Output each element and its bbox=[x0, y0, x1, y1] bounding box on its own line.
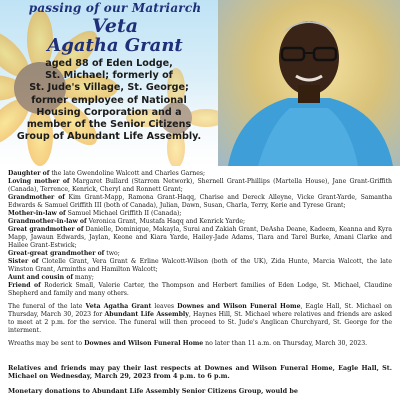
family-entry bbox=[8, 218, 392, 226]
family-entry bbox=[8, 170, 392, 178]
relation-label: Aunt and cousin of bbox=[8, 274, 73, 281]
bio-line: Housing Corporation and a bbox=[36, 106, 182, 118]
funeral-home-bold: Downes and Wilson Funeral Home bbox=[177, 303, 301, 310]
funeral-text: , Haynes Hill, St. Michael where relatives and friends are asked to meet at 2 p.m. for the service. The funeral will then proceed to St. Jude's Anglican Churchyard, St. George for the interment. bbox=[8, 311, 392, 335]
relation-label: Grandmother of bbox=[8, 194, 65, 201]
family-entry bbox=[8, 282, 392, 298]
family-entry bbox=[8, 258, 392, 274]
family-entry bbox=[8, 226, 392, 250]
funeral-text: The funeral of the late bbox=[8, 303, 86, 310]
passing-line: passing of our Matriarch bbox=[28, 1, 202, 15]
family-entry bbox=[8, 194, 392, 210]
donations-notice bbox=[8, 387, 392, 395]
relation-names: Kim Grant-Mapp, Ramona Grant-Haqq, Charise and Dereck Alleyne, Vicke Grant-Yarde, Samantha Edwards & Samuel Griffith III (both of Canada), Julian, Dawn, Susan, Charla, Terry, Kerie and Tyrese Grant; bbox=[8, 194, 392, 209]
wreaths-notice bbox=[8, 340, 392, 348]
relation-names: two; bbox=[104, 250, 120, 257]
bio-line: member of the Senior Citizens bbox=[26, 119, 192, 131]
family-entry bbox=[8, 210, 392, 218]
church-bold: Abundant Life Assembly bbox=[104, 311, 189, 319]
family-entry bbox=[8, 250, 392, 258]
portrait-photo bbox=[218, 0, 400, 166]
funeral-paragraph bbox=[8, 303, 392, 335]
relation-names: Roderick Small, Valerie Carter, the Thompson and Herbert families of Eden Lodge, St. Michael, Claudine Shepherd and family and many others. bbox=[8, 282, 392, 297]
relation-label: Mother-in-law of bbox=[8, 210, 66, 217]
relation-label: Daughter of bbox=[8, 170, 50, 177]
relation-names: Samuel Michael Griffith II (Canada); bbox=[65, 210, 182, 217]
relation-label: Loving mother of bbox=[8, 178, 70, 185]
bio-line: aged 88 of Eden Lodge, bbox=[45, 58, 173, 69]
wreaths-text: Wreaths may be sent to bbox=[8, 340, 85, 347]
relation-names: Danielle, Dominique, Makayla, Surai and Zakiah Grant, DeAsha Deane, Kadeem, Keanna and Kyra Mapp, Jawaun Edwards, Jaylan, Keone and Kiara Yarde, Hailey-Jade Adams, Tiara and Tarel Burke, Amani Clarke and Hailee Grant-Estwick; bbox=[8, 226, 392, 249]
funeral-text: , Eagle Hall, St. Michael on Thursday, March 30, 2023 for bbox=[8, 303, 392, 319]
bio-line: former employee of National bbox=[31, 94, 187, 106]
relation-names: Clotelle Grant, Vera Grant & Erline Walcott-Wilson (both of the UK), Zida Hunte, Marcia Walcott, the late Winston Grant, Arminths and Hamilton Walcott; bbox=[8, 258, 392, 273]
funeral-text: leaves bbox=[151, 303, 178, 310]
family-list bbox=[8, 170, 392, 298]
header-banner bbox=[0, 0, 400, 166]
deceased-name-bold: Veta Agatha Grant bbox=[85, 303, 152, 310]
respects-notice bbox=[8, 364, 392, 381]
relation-names: Veronica Grant, Mustafa Haqq and Kenrick Yarde; bbox=[86, 218, 246, 225]
deceased-first-name: Veta bbox=[91, 15, 139, 37]
family-entry bbox=[8, 178, 392, 194]
relation-label: Great grandmother of bbox=[8, 226, 84, 233]
relation-names: Margaret Bullard (Starrom Network), Shernell Grant-Phillips (Martella House), Jane Grant-Griffith (Canada), Terrence, Kenrick, Cheryl and Ronnett Grant; bbox=[8, 178, 392, 193]
headline-block bbox=[0, 0, 230, 55]
relation-label: Grandmother-in-law of bbox=[8, 218, 87, 225]
relation-label: Great-great grandmother of bbox=[8, 250, 105, 257]
relation-label: Sister of bbox=[8, 258, 39, 265]
wreaths-home-bold: Downes and Wilson Funeral Home bbox=[84, 340, 204, 347]
family-entry bbox=[8, 274, 392, 282]
respects-paragraph: Relatives and friends may pay their last respects at Downes and Wilson Funeral Home, Eagle Hall, St. Michael on Wednesday, March 29, 2023 from 4 p.m. to 6 p.m. bbox=[8, 364, 392, 381]
bio-line: Group of Abundant Life Assembly. bbox=[16, 131, 202, 143]
portrait-figure bbox=[218, 0, 400, 166]
donations-paragraph: Monetary donations to Abundant Life Assembly Senior Citizens Group, would be bbox=[8, 387, 298, 395]
wreaths-paragraph bbox=[8, 340, 392, 348]
wreaths-text: no later than 11 a.m. on Thursday, March 30, 2023. bbox=[203, 340, 368, 347]
funeral-notice bbox=[8, 303, 392, 335]
bio-line: St. Michael; formerly of bbox=[45, 70, 173, 82]
relation-names: many; bbox=[72, 274, 94, 281]
bio-line: St. Jude's Village, St. George; bbox=[29, 82, 189, 94]
bio-block bbox=[0, 58, 218, 143]
relation-label: Friend of bbox=[8, 282, 41, 289]
deceased-full-name: Agatha Grant bbox=[47, 35, 183, 56]
relation-names: the late Gwendoline Walcott and Charles Garnes; bbox=[49, 170, 206, 177]
